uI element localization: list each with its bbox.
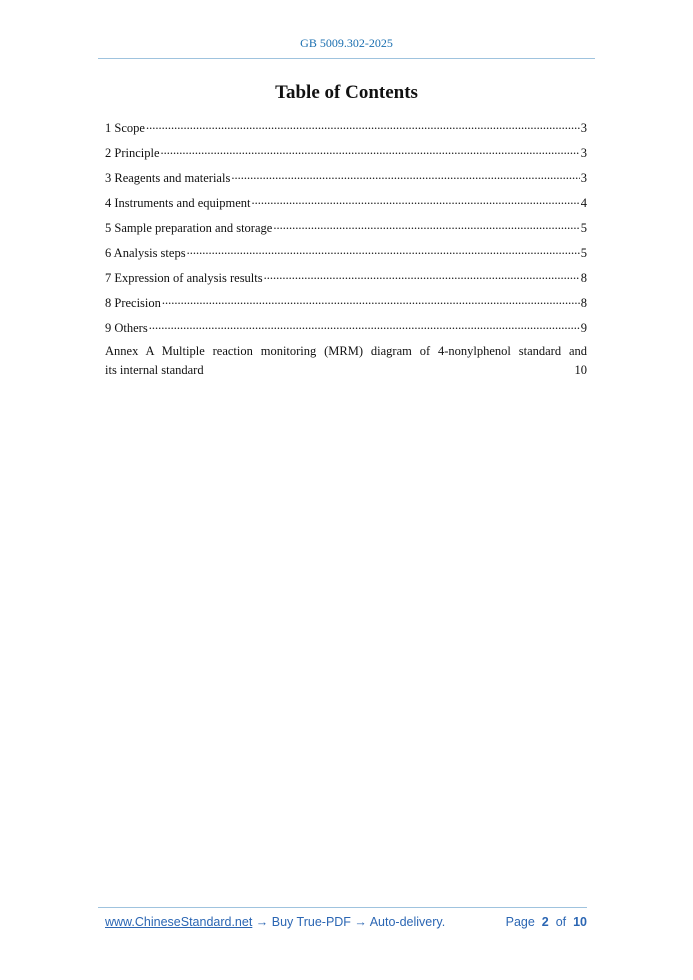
toc-entry-page: 3 xyxy=(580,146,587,160)
toc-entry-label: 5 Sample preparation and storage xyxy=(105,221,273,235)
toc-entry-label-continued: its internal standard xyxy=(105,363,204,377)
page-title: Table of Contents xyxy=(275,82,418,103)
toc-entry-label: 4 Instruments and equipment xyxy=(105,196,251,210)
toc-list xyxy=(105,118,587,379)
toc-entry-scope[interactable] xyxy=(105,118,587,143)
footer-promo xyxy=(105,915,445,929)
toc-entry-others[interactable] xyxy=(105,318,587,343)
toc-entry-label: Annex A Multiple reaction monitoring (MRM) diagram of 4-nonylphenol standard and xyxy=(105,344,587,358)
toc-dot-leader xyxy=(273,218,579,232)
toc-entry-page: 3 xyxy=(580,121,587,135)
toc-entry-page: 8 xyxy=(580,271,587,285)
toc-entry-label: 6 Analysis steps xyxy=(105,246,186,260)
toc-entry-instruments[interactable] xyxy=(105,193,587,218)
toc-entry-analysis-steps[interactable] xyxy=(105,243,587,268)
header-divider xyxy=(98,58,595,59)
website-link[interactable]: www.ChineseStandard.net xyxy=(105,915,253,929)
toc-entry-page: 5 xyxy=(580,246,587,260)
page-prefix: Page xyxy=(505,915,535,929)
footer-divider xyxy=(98,907,587,908)
toc-entry-label: 9 Others xyxy=(105,321,148,335)
toc-entry-precision[interactable] xyxy=(105,293,587,318)
toc-entry-page: 10 xyxy=(574,363,587,377)
toc-dot-leader xyxy=(231,168,579,182)
toc-entry-label: 3 Reagents and materials xyxy=(105,171,231,185)
toc-entry-page: 9 xyxy=(580,321,587,335)
toc-entry-label: 7 Expression of analysis results xyxy=(105,271,263,285)
toc-dot-leader xyxy=(149,318,580,332)
toc-entry-label: 1 Scope xyxy=(105,121,145,135)
toc-dot-leader xyxy=(146,118,580,132)
toc-entry-principle[interactable] xyxy=(105,143,587,168)
page-of: of xyxy=(555,915,567,929)
toc-entry-page: 8 xyxy=(580,296,587,310)
toc-entry-label: 8 Precision xyxy=(105,296,161,310)
toc-dot-leader xyxy=(161,143,580,157)
page-number-indicator xyxy=(506,915,587,929)
document-header-code: GB 5009.302-2025 xyxy=(300,36,393,50)
toc-dot-leader xyxy=(205,360,574,374)
toc-entry-page: 4 xyxy=(580,196,587,210)
page-footer xyxy=(105,915,587,929)
toc-entry-sample-preparation[interactable] xyxy=(105,218,587,243)
toc-entry-expression-results[interactable] xyxy=(105,268,587,293)
page-current: 2 xyxy=(541,915,549,929)
footer-promo-text: → Buy True-PDF → Auto-delivery. xyxy=(252,915,446,929)
toc-dot-leader xyxy=(187,243,580,257)
toc-dot-leader xyxy=(162,293,580,307)
toc-dot-leader xyxy=(264,268,580,282)
toc-entry-reagents[interactable] xyxy=(105,168,587,193)
toc-entry-page: 5 xyxy=(580,221,587,235)
toc-dot-leader xyxy=(251,193,579,207)
toc-annex-line2 xyxy=(105,360,587,379)
toc-entry-page: 3 xyxy=(580,171,587,185)
toc-entry-annex-a[interactable] xyxy=(105,343,587,379)
toc-entry-label: 2 Principle xyxy=(105,146,160,160)
page-total: 10 xyxy=(573,915,587,929)
